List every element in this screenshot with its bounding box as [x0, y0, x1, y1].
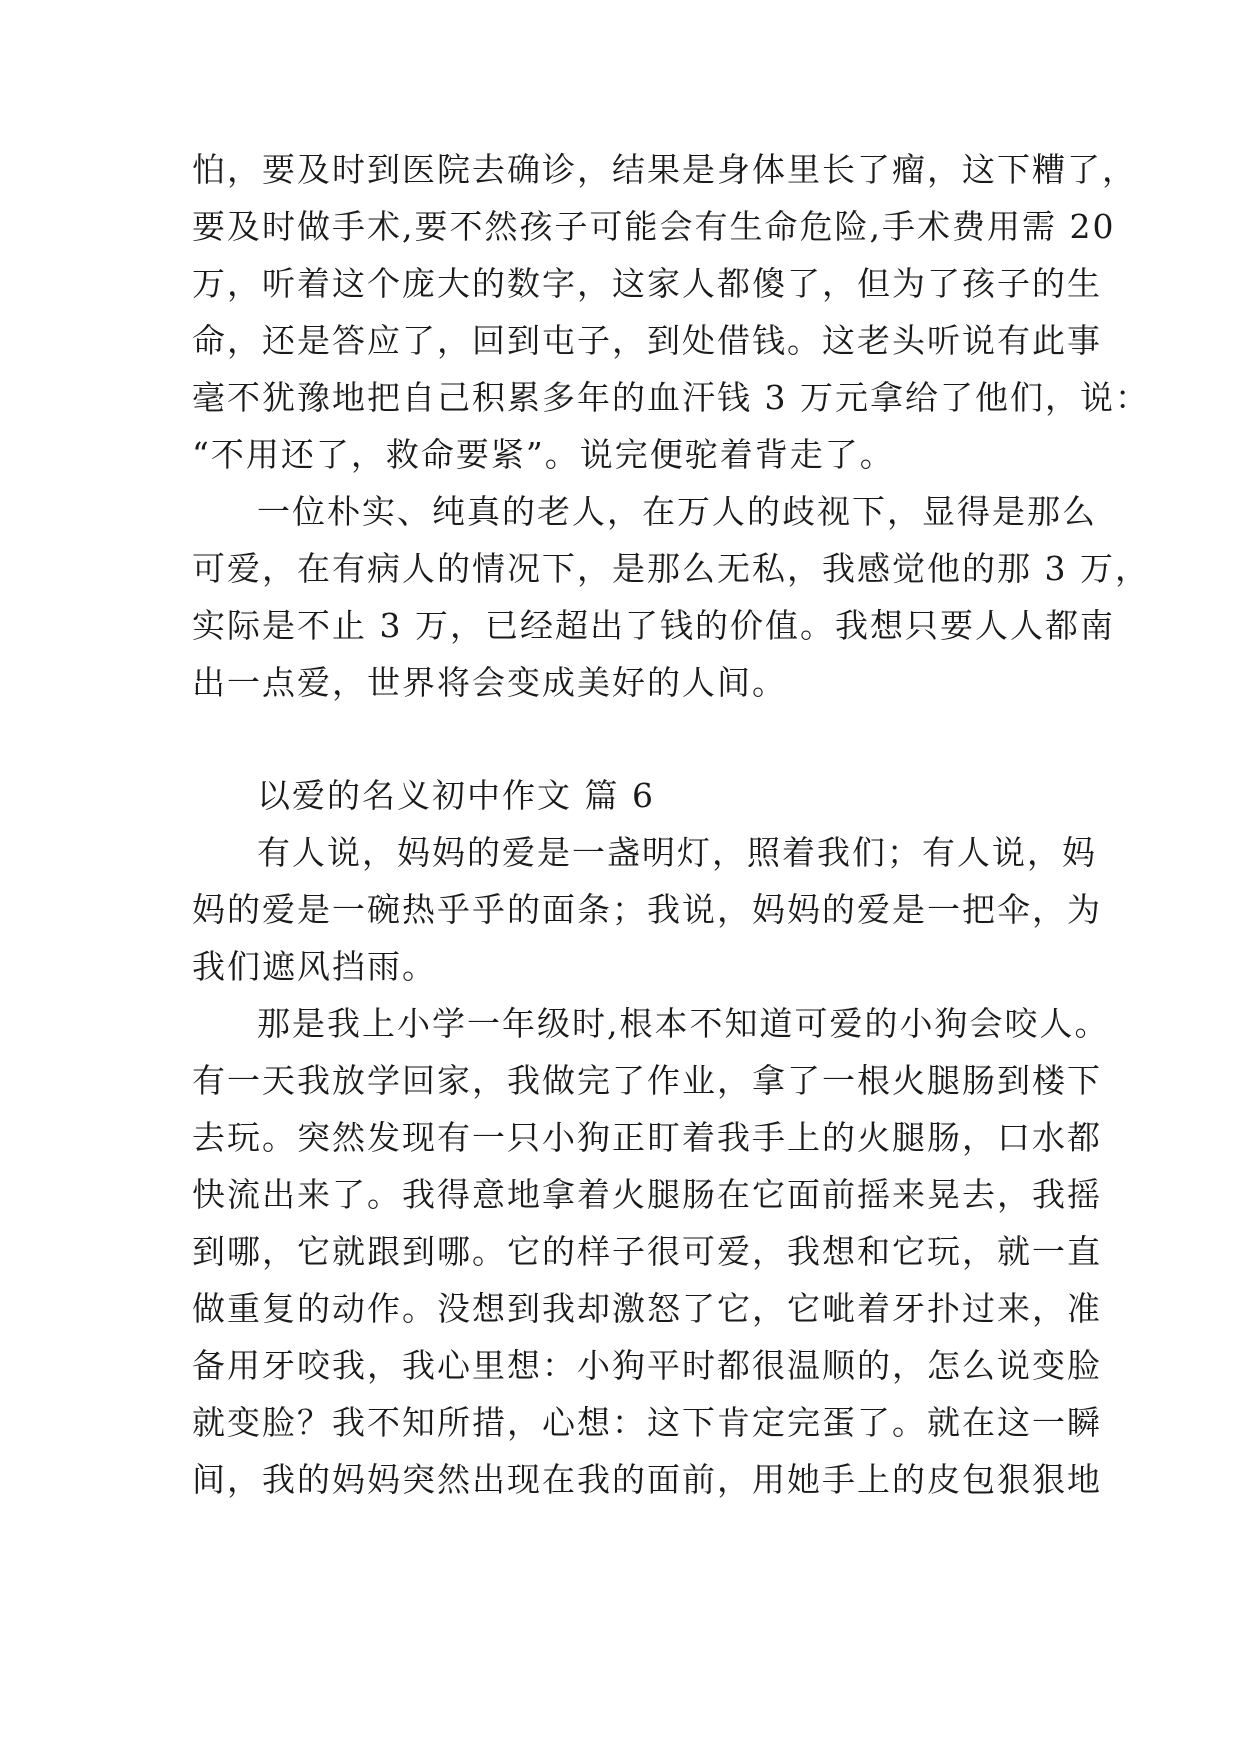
- text-line: 出一点爱，世界将会变成美好的人间。: [192, 663, 787, 702]
- text-line: 有一天我放学回家，我做完了作业，拿了一根火腿肠到楼下: [192, 1061, 1102, 1100]
- text-line: 快流出来了。我得意地拿着火腿肠在它面前摇来晃去，我摇: [192, 1175, 1102, 1214]
- text-line: 我们遮风挡雨。: [192, 947, 437, 986]
- text-line: 实际是不止 3 万，已经超出了钱的价值。我想只要人人都南: [192, 606, 1115, 645]
- text-line: “不用还了，救命要紧”。说完便驼着背走了。: [192, 435, 895, 474]
- text-line: 去玩。突然发现有一只小狗正盯着我手上的火腿肠，口水都: [192, 1118, 1102, 1157]
- text-line: 备用牙咬我，我心里想：小狗平时都很温顺的，怎么说变脸: [192, 1346, 1102, 1385]
- text-line: 命，还是答应了，回到屯子，到处借钱。这老头听说有此事: [192, 321, 1102, 360]
- text-line: 要及时做手术,要不然孩子可能会有生命危险,手术费用需 20: [192, 207, 1116, 246]
- text-line: 有人说，妈妈的爱是一盏明灯，照着我们；有人说，妈: [257, 833, 1097, 872]
- text-line: 做重复的动作。没想到我却激怒了它，它呲着牙扑过来，准: [192, 1289, 1102, 1328]
- text-line: 妈的爱是一碗热乎乎的面条；我说，妈妈的爱是一把伞，为: [192, 890, 1102, 929]
- text-line: 可爱，在有病人的情况下，是那么无私，我感觉他的那 3 万，: [192, 549, 1150, 588]
- text-line: 就变脸？我不知所措，心想：这下肯定完蛋了。就在这一瞬: [192, 1403, 1102, 1442]
- text-line: 万，听着这个庞大的数字，这家人都傻了，但为了孩子的生: [192, 264, 1102, 303]
- text-line: 那是我上小学一年级时,根本不知道可爱的小狗会咬人。: [257, 1004, 1110, 1043]
- text-line: 怕，要及时到医院去确诊，结果是身体里长了瘤，这下糟了，: [192, 150, 1137, 189]
- section-heading: 以爱的名义初中作文 篇 6: [257, 776, 655, 815]
- text-line: 到哪，它就跟到哪。它的样子很可爱，我想和它玩，就一直: [192, 1232, 1102, 1271]
- text-line: 间，我的妈妈突然出现在我的面前，用她手上的皮包狠狠地: [192, 1460, 1102, 1499]
- text-line: 一位朴实、纯真的老人，在万人的歧视下，显得是那么: [257, 492, 1097, 531]
- text-line: 毫不犹豫地把自己积累多年的血汗钱 3 万元拿给了他们，说：: [192, 378, 1150, 417]
